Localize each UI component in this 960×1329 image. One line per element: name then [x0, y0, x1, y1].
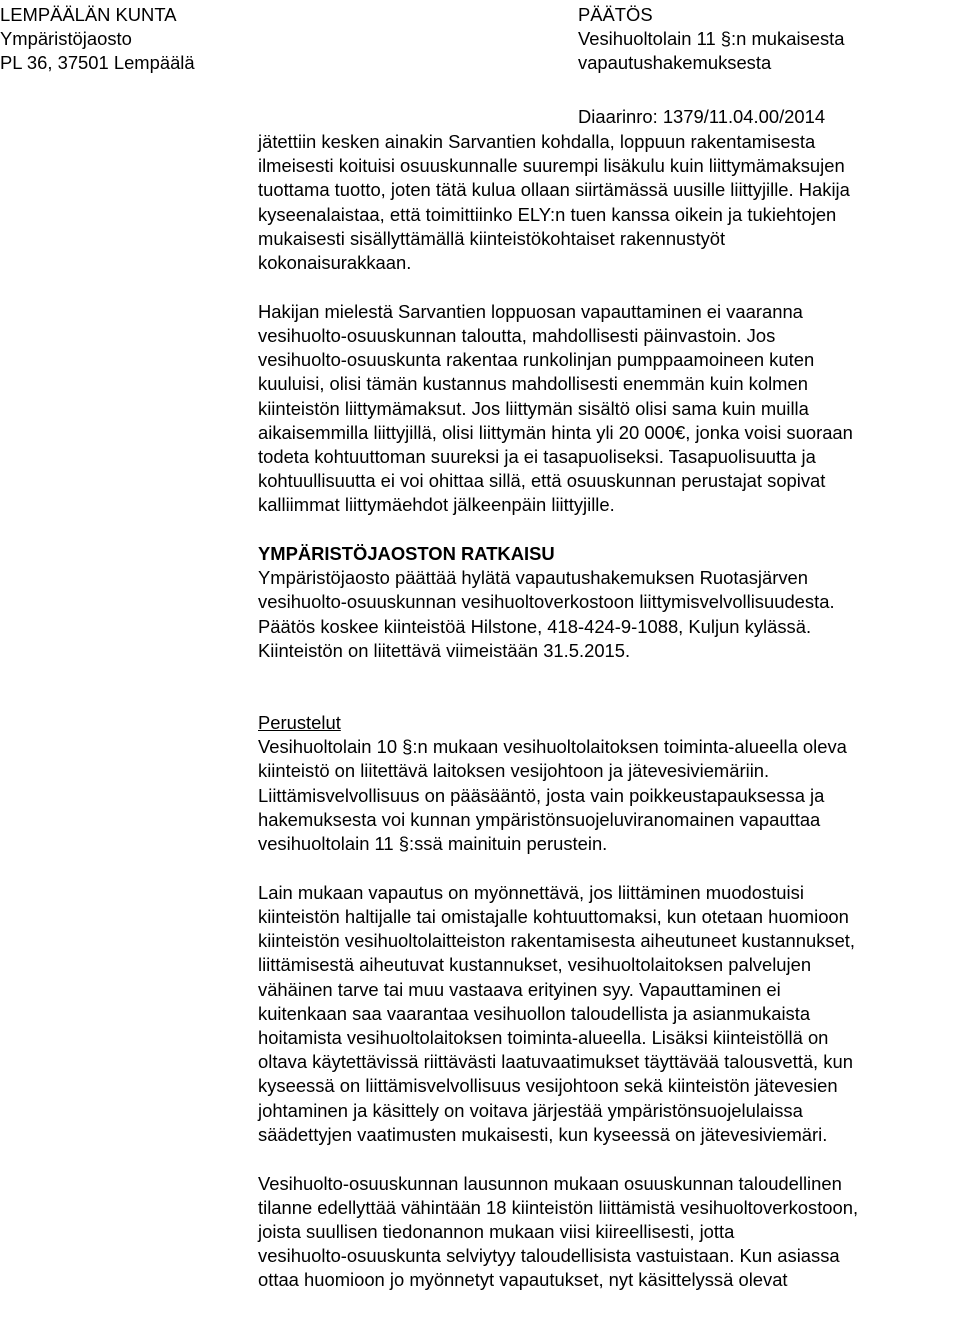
decision-section — [258, 542, 958, 663]
text-line: vesihuoltolain 11 §:ssä mainituin perustein. — [258, 833, 608, 855]
text-line: tilanne edellyttää vähintään 18 kiinteistön liittämistä vesihuoltoverkostoon, — [258, 1196, 859, 1218]
text-line: kalliimmat liittymäehdot jälkeenpäin liittyjille. — [258, 494, 615, 516]
text-line: Hakijan mielestä Sarvantien loppuosan vapauttaminen ei vaaranna — [258, 300, 803, 322]
text-line: kyseenalaistaa, että toimittiinko ELY:n tuen kanssa oikein ja tukiehtojen — [258, 203, 837, 225]
text-line: säädettyjen vaatimusten mukaisesti, kun kyseessä on jätevesiviemäri. — [258, 1123, 828, 1145]
text-line: vähäinen tarve tai muu vastaava erityinen syy. Vapauttaminen ei — [258, 978, 781, 1000]
grounds-heading: Perustelut — [258, 712, 341, 734]
document-type: PÄÄTÖS — [578, 4, 653, 25]
text-line: ilmeisesti koituisi osuuskunnalle suurempi lisäkulu kuin liittymämaksujen — [258, 155, 845, 177]
text-line: kiinteistö on liitettävä laitoksen vesijohtoon ja jätevesiviemäriin. — [258, 760, 770, 782]
text-line: vesihuolto-osuuskunnan vesihuoltoverkostoon liittymisvelvollisuudesta. — [258, 591, 835, 613]
text-line: vesihuolto-osuuskunnan taloutta, mahdollisesti päinvastoin. Jos — [258, 324, 776, 346]
text-line: kiinteistön haltijalle tai omistajalle kohtuuttomaksi, kun otetaan huomioon — [258, 905, 849, 927]
text-line: ottaa huomioon jo myönnetyt vapautukset, nyt käsittelyssä olevat — [258, 1269, 788, 1291]
text-line: kokonaisurakkaan. — [258, 252, 412, 274]
text-line: kyseessä on liittämisvelvollisuus vesijohtoon sekä kiinteistön jätevesien — [258, 1075, 838, 1097]
diary-number: Diaarinro: 1379/11.04.00/2014 — [578, 106, 826, 127]
municipality-name: LEMPÄÄLÄN KUNTA — [0, 4, 177, 25]
text-line: liittämisestä aiheutuvat kustannukset, vesihuoltolaitoksen palvelujen — [258, 954, 812, 976]
text-line: johtaminen ja käsittely on voitava järjestää ympäristönsuojelulaissa — [258, 1099, 803, 1121]
text-line: todeta kohtuuttoman suureksi ja ei tasapuoliseksi. Tasapuolisuutta ja — [258, 445, 816, 467]
paragraph-exemption-law — [258, 881, 958, 1147]
text-line: vesihuolto-osuuskunta selviytyy taloudellisista vastuistaan. Kun asiassa — [258, 1245, 840, 1267]
text-line: hakemuksesta voi kunnan ympäristönsuojeluviranomainen vapauttaa — [258, 808, 821, 830]
text-line: kohtuullisuutta ei voi ohittaa sillä, että osuuskunnan perustajat sopivat — [258, 470, 826, 492]
text-line: mukaisesti sisällyttämällä kiinteistökohtaiset rakennustyöt — [258, 227, 726, 249]
document-body — [258, 130, 958, 1293]
text-line: Liittämisvelvollisuus on pääsääntö, josta vain poikkeustapauksessa ja — [258, 784, 825, 806]
text-line: vesihuolto-osuuskunta rakentaa runkolinjan pumppaamoineen kuten — [258, 349, 815, 371]
text-line: aikaisemmilla liittyjillä, olisi liittymän hinta yli 20 000€, jonka voisi suoraan — [258, 421, 853, 443]
department-name: Ympäristöjaosto — [0, 28, 132, 49]
text-line: Vesihuoltolain 10 §:n mukaan vesihuoltolaitoksen toiminta-alueella oleva — [258, 736, 847, 758]
text-line: tuottama tuotto, joten tätä kulua ollaan siirtämässä uusille liittyjille. Hakija — [258, 179, 850, 201]
text-line: kiinteistön liittymämaksut. Jos liittymän sisältö olisi sama kuin muilla — [258, 397, 809, 419]
text-line: Lain mukaan vapautus on myönnettävä, jos liittäminen muodostuisi — [258, 881, 804, 903]
decision-heading: YMPÄRISTÖJAOSTON RATKAISU — [258, 543, 555, 565]
text-line: kuuluisi, olisi tämän kustannus mahdollisesti enemmän kuin kolmen — [258, 373, 808, 395]
postal-address: PL 36, 37501 Lempäälä — [0, 52, 195, 73]
header-left — [0, 3, 195, 75]
paragraph-cooperative-statement — [258, 1172, 958, 1293]
grounds-section — [258, 711, 958, 856]
text-line: Kiinteistön on liitettävä viimeistään 31.5.2015. — [258, 639, 631, 661]
text-line: kiinteistön vesihuoltolaitteiston rakentamisesta aiheutuneet kustannukset, — [258, 930, 856, 952]
header-right — [578, 3, 845, 75]
text-line: Vesihuolto-osuuskunnan lausunnon mukaan osuuskunnan taloudellinen — [258, 1172, 842, 1194]
paragraph-applicant-view — [258, 300, 958, 518]
text-line: jätettiin kesken ainakin Sarvantien kohdalla, loppuun rakentamisesta — [258, 131, 816, 152]
paragraph-continuation — [258, 130, 958, 275]
document-subject-line-1: Vesihuoltolain 11 §:n mukaisesta — [578, 28, 845, 49]
text-line: oltava käytettävissä riittävästi laatuvaatimukset täyttävää talousvettä, kun — [258, 1051, 853, 1073]
text-line: Ympäristöjaosto päättää hylätä vapautushakemuksen Ruotasjärven — [258, 567, 809, 589]
text-line: hoitamista vesihuoltolaitoksen toiminta-alueella. Lisäksi kiinteistöllä on — [258, 1027, 829, 1048]
document-subject-line-2: vapautushakemuksesta — [578, 52, 772, 73]
text-line: kuitenkaan saa vaarantaa vesihuollon taloudellista ja asianmukaista — [258, 1002, 811, 1024]
text-line: joista suullisen tiedonannon mukaan viisi kiireellisesti, jotta — [258, 1220, 735, 1242]
text-line: Päätös koskee kiinteistöä Hilstone, 418-424-9-1088, Kuljun kylässä. — [258, 615, 812, 637]
